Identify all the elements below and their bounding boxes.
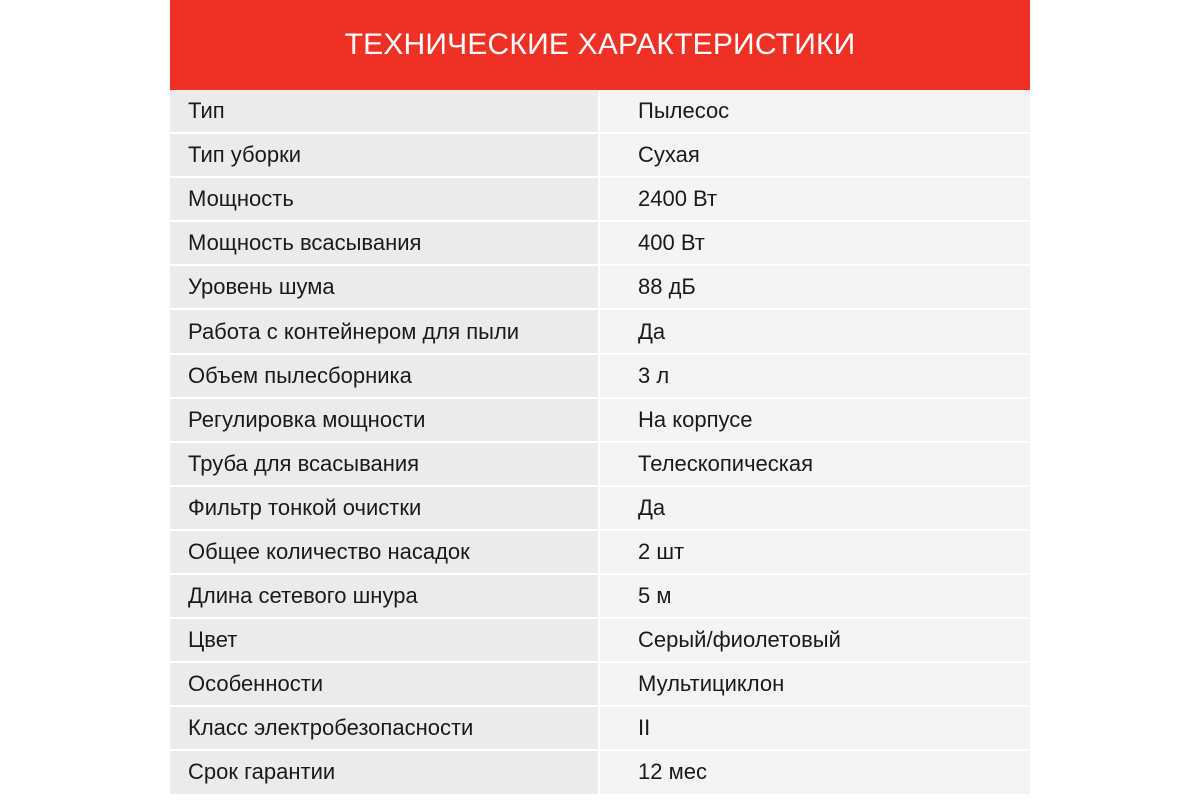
spec-label: Тип уборки bbox=[170, 134, 600, 178]
spec-row bbox=[170, 707, 1030, 751]
spec-value: На корпусе bbox=[600, 399, 1030, 443]
spec-value: 400 Вт bbox=[600, 222, 1030, 266]
spec-label: Фильтр тонкой очистки bbox=[170, 487, 600, 531]
spec-label: Труба для всасывания bbox=[170, 443, 600, 487]
spec-value: Пылесос bbox=[600, 90, 1030, 134]
spec-value: Да bbox=[600, 487, 1030, 531]
spec-row bbox=[170, 487, 1030, 531]
spec-row bbox=[170, 531, 1030, 575]
spec-value: 2400 Вт bbox=[600, 178, 1030, 222]
spec-value: Серый/фиолетовый bbox=[600, 619, 1030, 663]
spec-row bbox=[170, 266, 1030, 310]
spec-row bbox=[170, 178, 1030, 222]
spec-row bbox=[170, 310, 1030, 354]
specs-sheet bbox=[170, 0, 1030, 800]
spec-label: Класс электробезопасности bbox=[170, 707, 600, 751]
spec-label: Уровень шума bbox=[170, 266, 600, 310]
spec-value: 12 мес bbox=[600, 751, 1030, 795]
spec-value: Да bbox=[600, 310, 1030, 354]
specs-header bbox=[170, 0, 1030, 90]
spec-value: 5 м bbox=[600, 575, 1030, 619]
spec-label: Длина сетевого шнура bbox=[170, 575, 600, 619]
specs-title: ТЕХНИЧЕСКИЕ ХАРАКТЕРИСТИКИ bbox=[344, 28, 856, 61]
spec-row bbox=[170, 90, 1030, 134]
spec-label: Объем пылесборника bbox=[170, 355, 600, 399]
spec-label: Особенности bbox=[170, 663, 600, 707]
spec-row bbox=[170, 222, 1030, 266]
spec-row bbox=[170, 619, 1030, 663]
spec-label: Работа с контейнером для пыли bbox=[170, 310, 600, 354]
specs-table bbox=[170, 90, 1030, 796]
spec-value: 2 шт bbox=[600, 531, 1030, 575]
spec-value: II bbox=[600, 707, 1030, 751]
spec-label: Общее количество насадок bbox=[170, 531, 600, 575]
spec-value: Сухая bbox=[600, 134, 1030, 178]
spec-label: Регулировка мощности bbox=[170, 399, 600, 443]
spec-row bbox=[170, 399, 1030, 443]
spec-value: Мультициклон bbox=[600, 663, 1030, 707]
spec-row bbox=[170, 443, 1030, 487]
spec-value: 88 дБ bbox=[600, 266, 1030, 310]
spec-label: Тип bbox=[170, 90, 600, 134]
spec-row bbox=[170, 751, 1030, 795]
spec-row bbox=[170, 663, 1030, 707]
spec-label: Мощность всасывания bbox=[170, 222, 600, 266]
spec-row bbox=[170, 355, 1030, 399]
spec-value: Телескопическая bbox=[600, 443, 1030, 487]
spec-value: 3 л bbox=[600, 355, 1030, 399]
spec-row bbox=[170, 575, 1030, 619]
spec-label: Срок гарантии bbox=[170, 751, 600, 795]
spec-label: Мощность bbox=[170, 178, 600, 222]
spec-label: Цвет bbox=[170, 619, 600, 663]
spec-row bbox=[170, 134, 1030, 178]
